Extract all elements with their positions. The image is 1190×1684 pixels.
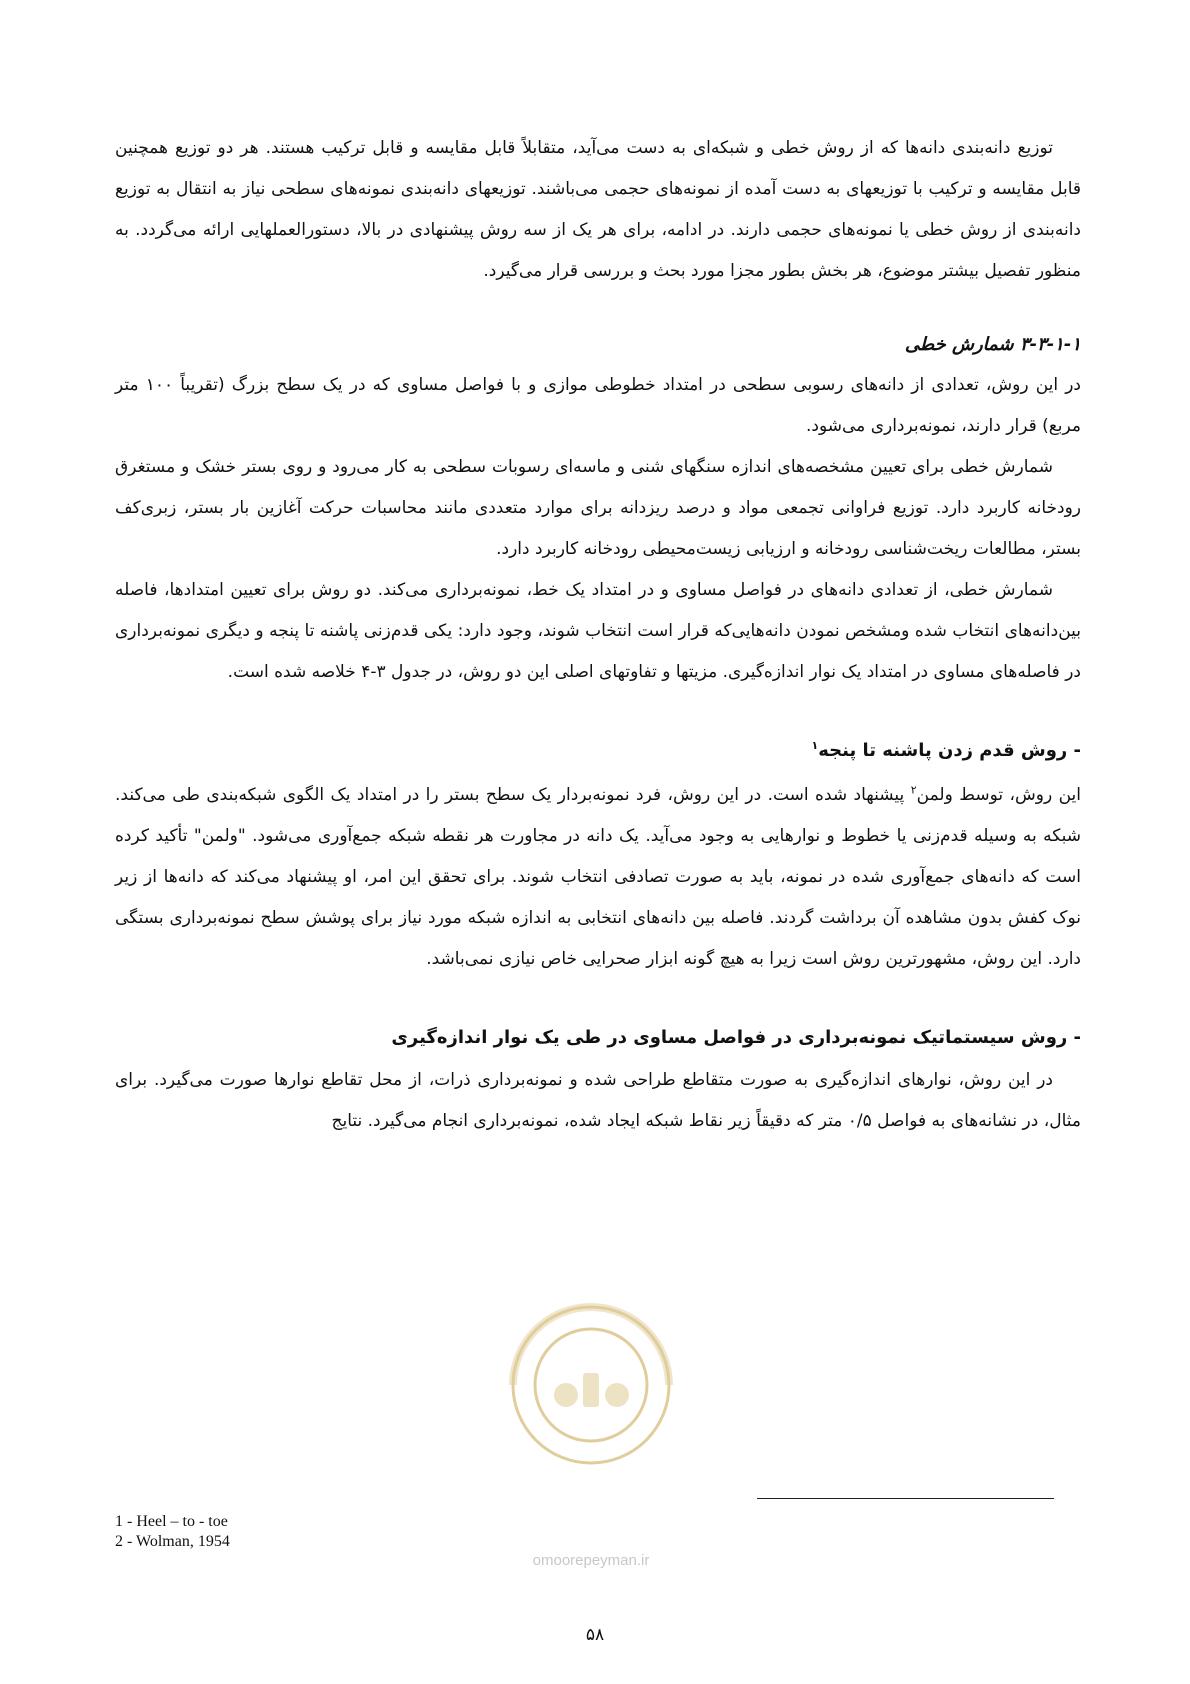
linear-paragraph-3: شمارش خطی، از تعدادی دانه‌های در فواصل مساوی و در امتداد یک خط، نمونه‌برداری می‌کند. دو روش برای تعیین امتدادها، فاصله بین‌دانه‌های انتخاب شده ومشخص نمودن دانه‌هایی‌که قرار است انتخاب شوند، وجود دارد: یکی قدم‌زنی پاشنه تا پنجه و دیگری نمونه‌برداری در فاصله‌های مساوی در امتداد یک نوار اندازه‌گیری. مزیتها و تفاوتهای اصلی این دو روش، در جدول ۳-۴ خلاصه شده است. [115, 580, 1081, 682]
subheading-heel-to-toe [115, 729, 1081, 773]
linear-paragraph-2: شمارش خطی برای تعیین مشخصه‌های اندازه سنگهای شنی و ماسه‌ای رسوبات سطحی به کار می‌رود و روی بستر خشک و مستغرق رودخانه کاربرد دارد. توزیع فراوانی تجمعی مواد و درصد ریزدانه برای موارد متعددی مانند محاسبات حرکت آغازین بار بستر، زبری‌کف بستر، مطالعات ریخت‌شناسی رودخانه و ارزیابی زیست‌محیطی رودخانه کاربرد دارد. [115, 457, 1081, 559]
heel-text-start: این روش، توسط ولمن [916, 785, 1081, 805]
heel-text-rest: پیشنهاد شده است. در این روش، فرد نمونه‌بردار یک سطح بستر را در امتداد یک الگوی شبکه‌بندی طی می‌کند. شبکه به وسیله قدم‌زنی یا خطوط و نوارهایی به وجود می‌آید. یک دانه در مجاورت هر نقطه شبکه جمع‌آوری می‌شود. "ولمن" تأکید کرده است که دانه‌های جمع‌آوری شده در نمونه، باید به صورت تصادفی انتخاب شوند. برای تحقق این امر، او پیشنهاد می‌کند که دانه‌ها از زیر نوک کفش بدون مشاهده آن برداشت گردند. فاصله بین دانه‌های انتخابی به اندازه شبکه مورد نیاز برای پوشش سطح نمونه‌برداری بستگی دارد. این روش، مشهورترین روش است زیرا به هیچ گونه ابزار صحرایی خاص نیازی نمی‌باشد. [115, 785, 1081, 969]
subheading-heel-to-toe-text: - روش قدم زدن پاشنه تا پنجه [818, 740, 1081, 761]
watermark-logo [491, 1303, 691, 1573]
footnote-separator [757, 1498, 1054, 1499]
footnote-ref-1: ۱ [811, 739, 819, 752]
footnote-1: 1 - Heel – to - toe [115, 1513, 228, 1530]
linear-paragraph-1: در این روش، تعدادی از دانه‌های رسوبی سطحی در امتداد خطوطی موازی و با فواصل مساوی که در یک سطح بزرگ (تقریباً ۱۰۰ متر مربع) قرار دارند، نمونه‌برداری می‌شود. [115, 375, 1081, 436]
page-number: ۵۸ [585, 1625, 605, 1645]
section-heading-linear-count: ۳-۳-۱-۱ شمارش خطی [904, 334, 1081, 355]
intro-paragraph: توزیع دانه‌بندی دانه‌ها که از روش خطی و شبکه‌ای به دست می‌آید، متقابلاً قابل مقایسه و قابل ترکیب هستند. هر دو توزیع همچنین قابل مقایسه و ترکیب با توزیعهای به دست آمده از نمونه‌های حجمی می‌باشند. توزیعهای دانه‌بندی نمونه‌های سطحی نیاز به انتقال به توزیع دانه‌بندی از روش خطی یا نمونه‌های حجمی دارند. در ادامه، برای هر یک از سه روش پیشنهادی در بالا، دستورالعملهایی ارائه می‌گردد. به منظور تفصیل بیشتر موضوع، هر بخش بطور مجزا مورد بحث و بررسی قرار می‌گیرد. [115, 138, 1081, 281]
body-text [115, 128, 1081, 1142]
footnote-2: 2 - Wolman, 1954 [115, 1533, 230, 1550]
footnotes [115, 1512, 230, 1552]
subheading-systematic: - روش سیستماتیک نمونه‌برداری در فواصل مساوی در طی یک نوار اندازه‌گیری [391, 1027, 1081, 1048]
heel-to-toe-paragraph [115, 775, 1081, 980]
watermark-site: omoorepeyman.ir [532, 1552, 650, 1569]
footnote-ref-2: ۲ [910, 783, 917, 797]
systematic-paragraph: در این روش، نوارهای اندازه‌گیری به صورت متقاطع طراحی شده و نمونه‌برداری ذرات، از محل تقاطع نوارها صورت می‌گیرد. برای مثال، در نشانه‌های به فواصل ۰/۵ متر که دقیقاً زیر نقاط شبکه ایجاد شده، نمونه‌برداری انجام می‌گیرد. نتایج [115, 1070, 1081, 1131]
